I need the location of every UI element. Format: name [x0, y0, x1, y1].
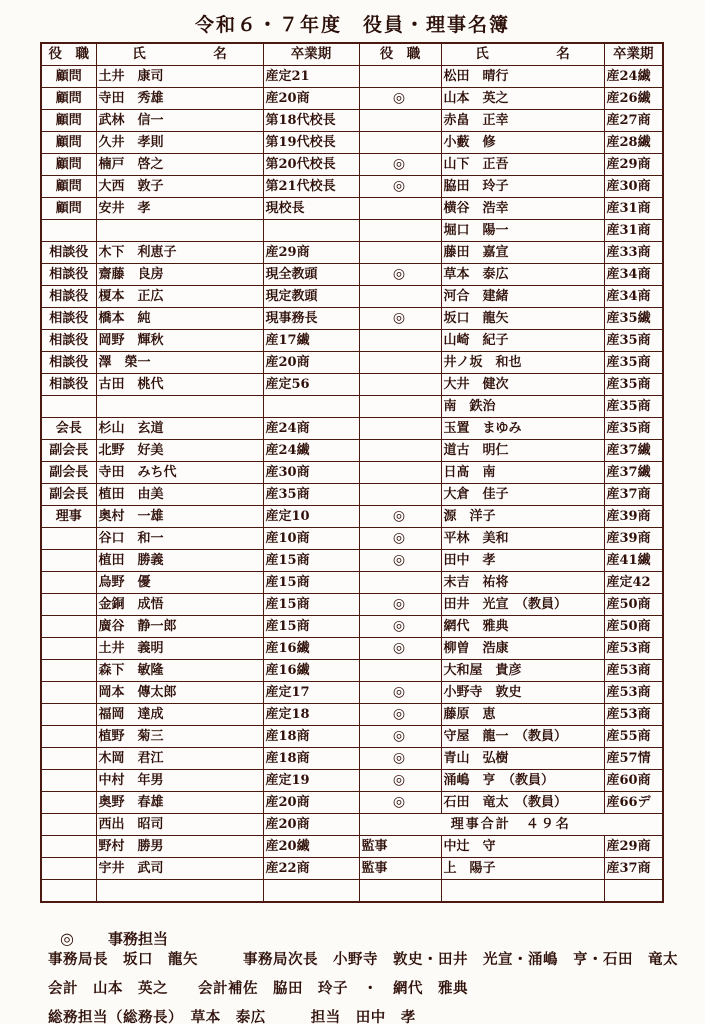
gradterm-right-cell: 産53商 — [604, 682, 663, 704]
position-left-cell: 顧問 — [41, 176, 96, 198]
position-right-cell: ◎ — [359, 616, 441, 638]
gradterm-left-cell — [263, 396, 359, 418]
table-row — [41, 330, 663, 352]
name-left-cell: 武林 信一 — [96, 110, 263, 132]
gradterm-right-cell: 産29商 — [604, 836, 663, 858]
gradterm-right-cell: 産35商 — [604, 352, 663, 374]
position-left-cell — [41, 814, 96, 836]
name-left-cell: 野村 勝男 — [96, 836, 263, 858]
position-left-cell: 相談役 — [41, 374, 96, 396]
table-row — [41, 88, 663, 110]
name-right-cell: 赤畠 正幸 — [441, 110, 604, 132]
name-left-cell: 杉山 玄道 — [96, 418, 263, 440]
table-row — [41, 528, 663, 550]
name-left-cell: 森下 敏隆 — [96, 660, 263, 682]
gradterm-left-cell: 産20商 — [263, 792, 359, 814]
table-row — [41, 506, 663, 528]
position-left-cell: 相談役 — [41, 352, 96, 374]
position-left-cell — [41, 682, 96, 704]
position-right-cell — [359, 110, 441, 132]
gradterm-left-cell: 産30商 — [263, 462, 359, 484]
gradterm-right-cell: 産35商 — [604, 374, 663, 396]
gradterm-left-cell: 第18代校長 — [263, 110, 359, 132]
gradterm-right-cell: 産53商 — [604, 704, 663, 726]
position-right-cell: ◎ — [359, 726, 441, 748]
name-left-cell: 植田 勝義 — [96, 550, 263, 572]
name-right-cell: 柳曽 浩康 — [441, 638, 604, 660]
position-left-cell — [41, 638, 96, 660]
page-title: 令和６・７年度 役員・理事名簿 — [194, 14, 510, 36]
position-right-cell: ◎ — [359, 154, 441, 176]
position-left-cell: 相談役 — [41, 308, 96, 330]
table-row — [41, 132, 663, 154]
table-row — [41, 418, 663, 440]
name-right-cell: 田井 光宣 （教員） — [441, 594, 604, 616]
name-right-cell: 平林 美和 — [441, 528, 604, 550]
position-left-cell — [41, 572, 96, 594]
name-right-cell: 大井 健次 — [441, 374, 604, 396]
gradterm-right-cell: 産30商 — [604, 176, 663, 198]
name-right-cell: 横谷 浩幸 — [441, 198, 604, 220]
position-right-cell: 監事 — [359, 858, 441, 880]
name-right-cell: 河合 建緒 — [441, 286, 604, 308]
position-left-cell: 顧問 — [41, 88, 96, 110]
name-right-cell — [441, 880, 604, 903]
gradterm-right-cell: 産37繊 — [604, 440, 663, 462]
position-right-cell: ◎ — [359, 792, 441, 814]
gradterm-left-cell: 産29商 — [263, 242, 359, 264]
table-row — [41, 396, 663, 418]
gradterm-left-cell: 産17繊 — [263, 330, 359, 352]
table-row — [41, 748, 663, 770]
gradterm-left-cell: 第20代校長 — [263, 154, 359, 176]
position-right-cell — [359, 484, 441, 506]
gradterm-left-cell: 産10商 — [263, 528, 359, 550]
name-right-cell: 山下 正吾 — [441, 154, 604, 176]
position-right-cell: 監事 — [359, 836, 441, 858]
position-right-cell — [359, 286, 441, 308]
gradterm-right-cell: 産28繊 — [604, 132, 663, 154]
gradterm-right-cell: 産39商 — [604, 506, 663, 528]
position-right-cell: ◎ — [359, 550, 441, 572]
table-row — [41, 176, 663, 198]
table-row — [41, 814, 663, 836]
position-right-cell: ◎ — [359, 506, 441, 528]
gradterm-left-cell: 産35商 — [263, 484, 359, 506]
position-left-cell — [41, 660, 96, 682]
name-right-cell: 草本 泰広 — [441, 264, 604, 286]
name-left-cell: 土井 康司 — [96, 66, 263, 88]
position-left-cell — [41, 220, 96, 242]
table-row — [41, 286, 663, 308]
gradterm-right-cell: 産27商 — [604, 110, 663, 132]
table-row — [41, 308, 663, 330]
name-right-cell: 石田 竜太 （教員） — [441, 792, 604, 814]
gradterm-left-cell: 産16繊 — [263, 660, 359, 682]
table-row — [41, 682, 663, 704]
footer-line-accounting: 会計 山本 英之 会計補佐 脇田 玲子 ・ 網代 雅典 — [48, 980, 468, 997]
name-right-cell: 上 陽子 — [441, 858, 604, 880]
table-row — [41, 638, 663, 660]
position-left-cell — [41, 616, 96, 638]
position-right-cell: ◎ — [359, 748, 441, 770]
name-left-cell: 澤 榮一 — [96, 352, 263, 374]
position-left-cell: 顧問 — [41, 198, 96, 220]
position-left-cell: 顧問 — [41, 132, 96, 154]
gradterm-left-cell: 産20商 — [263, 88, 359, 110]
name-right-cell: 山本 英之 — [441, 88, 604, 110]
gradterm-left-cell: 産15商 — [263, 572, 359, 594]
position-left-cell: 顧問 — [41, 154, 96, 176]
gradterm-right-cell: 産53商 — [604, 660, 663, 682]
header-gradterm-right: 卒業期 — [604, 43, 663, 66]
position-right-cell: ◎ — [359, 528, 441, 550]
footer-line-general-affairs: 総務担当（総務長） 草本 泰広 担当 田中 孝 — [48, 1009, 416, 1024]
position-right-cell — [359, 330, 441, 352]
table-row — [41, 704, 663, 726]
gradterm-right-cell: 産31商 — [604, 198, 663, 220]
header-position-right: 役 職 — [359, 43, 441, 66]
position-left-cell: 副会長 — [41, 484, 96, 506]
position-left-cell — [41, 726, 96, 748]
position-right-cell — [359, 440, 441, 462]
name-left-cell: 金銅 成悟 — [96, 594, 263, 616]
position-right-cell: ◎ — [359, 704, 441, 726]
table-row — [41, 616, 663, 638]
gradterm-right-cell: 産26繊 — [604, 88, 663, 110]
position-right-cell: ◎ — [359, 770, 441, 792]
name-left-cell — [96, 396, 263, 418]
gradterm-right-cell: 産24繊 — [604, 66, 663, 88]
name-left-cell: 廣谷 静一郎 — [96, 616, 263, 638]
table-row — [41, 110, 663, 132]
gradterm-right-cell: 産60商 — [604, 770, 663, 792]
gradterm-right-cell: 産35商 — [604, 418, 663, 440]
table-row — [41, 66, 663, 88]
name-left-cell: 福岡 達成 — [96, 704, 263, 726]
name-right-cell: 網代 雅典 — [441, 616, 604, 638]
name-right-cell: 道古 明仁 — [441, 440, 604, 462]
position-left-cell — [41, 748, 96, 770]
table-row — [41, 440, 663, 462]
name-left-cell: 宇井 武司 — [96, 858, 263, 880]
table-row — [41, 660, 663, 682]
name-left-cell: 烏野 優 — [96, 572, 263, 594]
gradterm-right-cell: 産34商 — [604, 264, 663, 286]
gradterm-right-cell: 産39商 — [604, 528, 663, 550]
position-left-cell — [41, 704, 96, 726]
gradterm-left-cell: 産24繊 — [263, 440, 359, 462]
name-left-cell: 奥村 一雄 — [96, 506, 263, 528]
name-right-cell: 脇田 玲子 — [441, 176, 604, 198]
name-right-cell: 末吉 祐将 — [441, 572, 604, 594]
table-row — [41, 836, 663, 858]
position-right-cell: ◎ — [359, 264, 441, 286]
gradterm-right-cell: 産41繊 — [604, 550, 663, 572]
name-right-cell: 青山 弘樹 — [441, 748, 604, 770]
position-left-cell: 相談役 — [41, 330, 96, 352]
roster-header — [41, 43, 663, 66]
gradterm-left-cell: 産定21 — [263, 66, 359, 88]
position-left-cell — [41, 528, 96, 550]
name-right-cell: 南 鉄治 — [441, 396, 604, 418]
position-right-cell — [359, 462, 441, 484]
table-row — [41, 374, 663, 396]
gradterm-right-cell: 産35商 — [604, 396, 663, 418]
table-row — [41, 770, 663, 792]
position-right-cell — [359, 66, 441, 88]
name-right-cell: 藤田 嘉宣 — [441, 242, 604, 264]
position-left-cell: 顧問 — [41, 110, 96, 132]
name-left-cell — [96, 220, 263, 242]
gradterm-right-cell: 産66デ — [604, 792, 663, 814]
name-right-cell: 源 洋子 — [441, 506, 604, 528]
position-right-cell — [359, 374, 441, 396]
name-left-cell — [96, 880, 263, 903]
gradterm-left-cell: 産16繊 — [263, 638, 359, 660]
table-row — [41, 792, 663, 814]
position-right-cell — [359, 132, 441, 154]
gradterm-left-cell: 産定56 — [263, 374, 359, 396]
name-right-cell: 井ノ坂 和也 — [441, 352, 604, 374]
gradterm-left-cell: 産定10 — [263, 506, 359, 528]
header-name-right: 氏 名 — [441, 43, 604, 66]
name-right-cell: 大和屋 貴彦 — [441, 660, 604, 682]
gradterm-left-cell: 産20商 — [263, 352, 359, 374]
gradterm-left-cell: 産15商 — [263, 594, 359, 616]
position-left-cell — [41, 792, 96, 814]
gradterm-right-cell: 産57情 — [604, 748, 663, 770]
name-left-cell: 土井 義明 — [96, 638, 263, 660]
gradterm-right-cell: 産35商 — [604, 330, 663, 352]
table-row — [41, 858, 663, 880]
table-row — [41, 726, 663, 748]
name-left-cell: 齋藤 良房 — [96, 264, 263, 286]
directors-total-cell: 理事合計 ４９名 — [359, 814, 663, 836]
gradterm-left-cell: 産20商 — [263, 814, 359, 836]
position-right-cell — [359, 198, 441, 220]
admin-duty-mark-icon: ◎ — [60, 929, 74, 948]
header-name-left: 氏 名 — [96, 43, 263, 66]
name-left-cell: 木岡 君江 — [96, 748, 263, 770]
name-right-cell: 小藪 修 — [441, 132, 604, 154]
position-left-cell: 相談役 — [41, 286, 96, 308]
position-right-cell — [359, 220, 441, 242]
header-position-left: 役 職 — [41, 43, 96, 66]
table-row — [41, 484, 663, 506]
name-right-cell: 田中 孝 — [441, 550, 604, 572]
header-gradterm-left: 卒業期 — [263, 43, 359, 66]
position-right-cell: ◎ — [359, 682, 441, 704]
gradterm-right-cell: 産55商 — [604, 726, 663, 748]
table-row — [41, 154, 663, 176]
name-right-cell: 小野寺 敦史 — [441, 682, 604, 704]
name-left-cell: 安井 孝 — [96, 198, 263, 220]
position-right-cell — [359, 242, 441, 264]
name-right-cell: 中辻 守 — [441, 836, 604, 858]
position-left-cell: 顧問 — [41, 66, 96, 88]
position-left-cell — [41, 880, 96, 903]
position-right-cell: ◎ — [359, 308, 441, 330]
gradterm-right-cell: 産33商 — [604, 242, 663, 264]
table-row — [41, 352, 663, 374]
name-left-cell: 谷口 和一 — [96, 528, 263, 550]
gradterm-left-cell: 産15商 — [263, 550, 359, 572]
gradterm-left-cell: 産18商 — [263, 726, 359, 748]
gradterm-left-cell: 産定17 — [263, 682, 359, 704]
legend-label: 事務担当 — [107, 930, 168, 948]
gradterm-left-cell: 産定18 — [263, 704, 359, 726]
name-left-cell: 北野 好美 — [96, 440, 263, 462]
position-left-cell — [41, 836, 96, 858]
name-left-cell: 西出 昭司 — [96, 814, 263, 836]
position-left-cell — [41, 858, 96, 880]
name-left-cell: 木下 利恵子 — [96, 242, 263, 264]
name-left-cell: 久井 孝則 — [96, 132, 263, 154]
name-left-cell: 岡野 輝秋 — [96, 330, 263, 352]
position-right-cell — [359, 418, 441, 440]
position-right-cell: ◎ — [359, 88, 441, 110]
gradterm-left-cell: 第19代校長 — [263, 132, 359, 154]
table-row — [41, 264, 663, 286]
table-row — [41, 220, 663, 242]
gradterm-left-cell — [263, 880, 359, 903]
name-left-cell: 橋本 純 — [96, 308, 263, 330]
gradterm-left-cell: 産15商 — [263, 616, 359, 638]
name-right-cell: 山崎 紀子 — [441, 330, 604, 352]
name-right-cell: 涌嶋 亨 （教員） — [441, 770, 604, 792]
position-right-cell — [359, 396, 441, 418]
table-row — [41, 462, 663, 484]
position-left-cell — [41, 770, 96, 792]
roster-body — [41, 66, 663, 903]
name-left-cell: 大西 敦子 — [96, 176, 263, 198]
gradterm-right-cell: 産37商 — [604, 858, 663, 880]
position-right-cell: ◎ — [359, 176, 441, 198]
name-right-cell: 堀口 陽一 — [441, 220, 604, 242]
position-left-cell — [41, 550, 96, 572]
gradterm-right-cell: 産50商 — [604, 594, 663, 616]
name-right-cell: 坂口 龍矢 — [441, 308, 604, 330]
name-right-cell: 大倉 佳子 — [441, 484, 604, 506]
position-left-cell: 相談役 — [41, 242, 96, 264]
gradterm-right-cell: 産37繊 — [604, 462, 663, 484]
gradterm-left-cell: 産18商 — [263, 748, 359, 770]
table-row — [41, 594, 663, 616]
gradterm-right-cell: 産35繊 — [604, 308, 663, 330]
position-left-cell: 会長 — [41, 418, 96, 440]
gradterm-left-cell: 第21代校長 — [263, 176, 359, 198]
table-row — [41, 550, 663, 572]
position-left-cell: 副会長 — [41, 462, 96, 484]
gradterm-left-cell: 現全教頭 — [263, 264, 359, 286]
gradterm-right-cell: 産34商 — [604, 286, 663, 308]
gradterm-right-cell: 産29商 — [604, 154, 663, 176]
table-row — [41, 880, 663, 903]
table-row — [41, 242, 663, 264]
name-left-cell: 楠戸 啓之 — [96, 154, 263, 176]
name-right-cell: 日髙 南 — [441, 462, 604, 484]
gradterm-left-cell: 産定19 — [263, 770, 359, 792]
name-left-cell: 寺田 みち代 — [96, 462, 263, 484]
position-right-cell — [359, 352, 441, 374]
position-left-cell — [41, 396, 96, 418]
gradterm-left-cell — [263, 220, 359, 242]
gradterm-left-cell: 産20繊 — [263, 836, 359, 858]
gradterm-left-cell: 産24商 — [263, 418, 359, 440]
legend-row — [60, 928, 168, 949]
gradterm-right-cell: 産50商 — [604, 616, 663, 638]
gradterm-right-cell — [604, 880, 663, 903]
gradterm-left-cell: 現校長 — [263, 198, 359, 220]
footer-line-secretariat: 事務局長 坂口 龍矢 事務局次長 小野寺 敦史・田井 光宣・涌嶋 亨・石田 竜太 — [48, 951, 678, 968]
footer-notes — [48, 948, 688, 1024]
position-right-cell — [359, 660, 441, 682]
position-left-cell: 副会長 — [41, 440, 96, 462]
gradterm-left-cell: 産22商 — [263, 858, 359, 880]
table-row — [41, 572, 663, 594]
name-left-cell: 植田 由美 — [96, 484, 263, 506]
roster-table — [40, 42, 664, 903]
header-row — [41, 43, 663, 66]
position-right-cell — [359, 572, 441, 594]
position-left-cell: 相談役 — [41, 264, 96, 286]
gradterm-right-cell: 産37商 — [604, 484, 663, 506]
gradterm-right-cell: 産53商 — [604, 638, 663, 660]
gradterm-right-cell: 産31商 — [604, 220, 663, 242]
position-right-cell: ◎ — [359, 638, 441, 660]
position-right-cell: ◎ — [359, 594, 441, 616]
name-left-cell: 岡本 傳太郎 — [96, 682, 263, 704]
table-row — [41, 198, 663, 220]
position-right-cell — [359, 880, 441, 903]
name-left-cell: 植野 菊三 — [96, 726, 263, 748]
name-right-cell: 藤原 恵 — [441, 704, 604, 726]
name-right-cell: 守屋 龍一 （教員） — [441, 726, 604, 748]
position-left-cell: 理事 — [41, 506, 96, 528]
name-left-cell: 古田 桃代 — [96, 374, 263, 396]
gradterm-left-cell: 現定教頭 — [263, 286, 359, 308]
position-left-cell — [41, 594, 96, 616]
gradterm-right-cell: 産定42 — [604, 572, 663, 594]
name-right-cell: 松田 晴行 — [441, 66, 604, 88]
name-right-cell: 玉置 まゆみ — [441, 418, 604, 440]
name-left-cell: 寺田 秀雄 — [96, 88, 263, 110]
name-left-cell: 奥野 春雄 — [96, 792, 263, 814]
name-left-cell: 榎本 正広 — [96, 286, 263, 308]
name-left-cell: 中村 年男 — [96, 770, 263, 792]
gradterm-left-cell: 現事務長 — [263, 308, 359, 330]
